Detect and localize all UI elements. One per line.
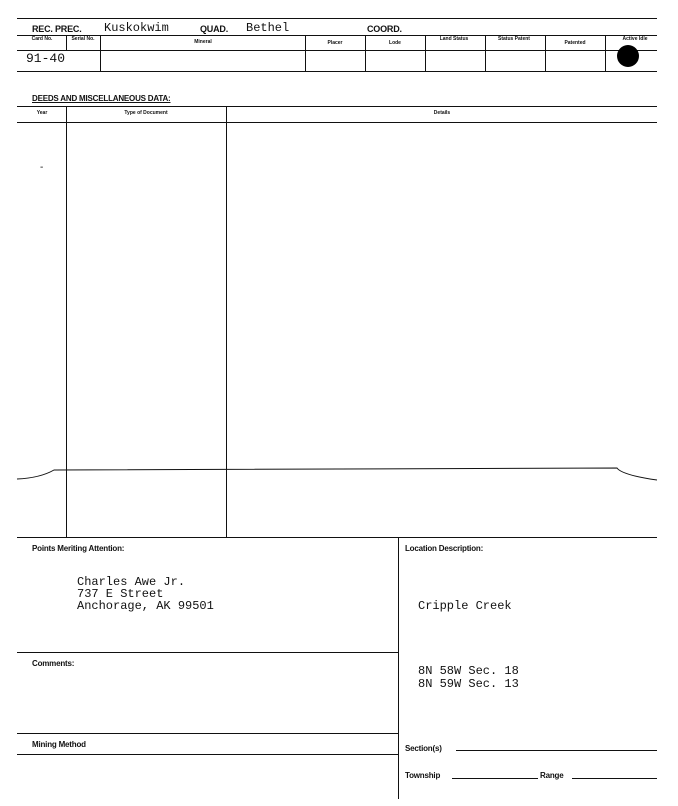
deeds-header-rule [17, 122, 657, 123]
mining-method-rule [17, 754, 398, 755]
location-legal [418, 665, 519, 691]
page-fold-line [0, 460, 678, 490]
deeds-col-year: Year [36, 110, 48, 116]
comments-bottom-rule [17, 733, 398, 734]
lower-divider [398, 537, 399, 799]
deeds-bottom-rule [17, 537, 657, 538]
top-rule [17, 18, 657, 19]
col-header-land-status: Land Status [439, 36, 469, 42]
col-divider [100, 35, 101, 71]
range-fill-line [572, 778, 657, 779]
col-header-serial-no: Serial No. [71, 36, 95, 42]
table-header-rule [17, 50, 657, 51]
location-name: Cripple Creek [418, 599, 512, 613]
col-header-card-no: Card No. [31, 36, 53, 42]
location-line-1: 8N 58W Sec. 18 [418, 664, 519, 678]
points-address [77, 576, 214, 612]
section-fill-line [456, 750, 657, 751]
col-header-placer: Placer [327, 40, 343, 46]
col-divider [425, 35, 426, 71]
col-header-mineral: Mineral [194, 39, 212, 45]
deeds-title: DEEDS AND MISCELLANEOUS DATA: [32, 94, 171, 103]
rec-prec-label: REC. PREC. [32, 24, 82, 34]
quad-value: Bethel [246, 21, 290, 35]
col-header-status-patent: Status Patent [498, 36, 530, 42]
coord-label: COORD. [367, 24, 402, 34]
township-label: Township [405, 771, 441, 780]
points-line-3: Anchorage, AK 99501 [77, 599, 214, 613]
col-header-patented: Patented [564, 40, 586, 46]
year-dash: - [40, 162, 44, 173]
points-line-2: 737 E Street [77, 587, 164, 601]
col-divider [485, 35, 486, 71]
quad-label: QUAD. [200, 24, 228, 34]
location-line-2: 8N 59W Sec. 13 [418, 677, 519, 691]
points-line-1: Charles Awe Jr. [77, 575, 186, 589]
deeds-col-details: Details [433, 110, 451, 116]
points-label: Points Meriting Attention: [32, 544, 125, 553]
location-label: Location Description: [405, 544, 484, 553]
col-header-active-idle: Active Idle [622, 36, 648, 42]
col-divider [605, 35, 606, 71]
table-top-rule [17, 35, 657, 36]
section-label: Section(s) [405, 744, 442, 753]
active-status-dot [617, 45, 639, 67]
table-bottom-rule [17, 71, 657, 72]
mining-method-label: Mining Method [32, 740, 86, 749]
col-header-lode: Lode [389, 40, 401, 46]
township-fill-line [452, 778, 538, 779]
comments-label: Comments: [32, 659, 75, 668]
deeds-top-rule [17, 106, 657, 107]
range-label: Range [540, 771, 564, 780]
card-no-value: 91-40 [26, 51, 66, 66]
deeds-col-type: Type of Document [124, 110, 168, 116]
rec-prec-value: Kuskokwim [104, 21, 169, 35]
points-bottom-rule [17, 652, 398, 653]
